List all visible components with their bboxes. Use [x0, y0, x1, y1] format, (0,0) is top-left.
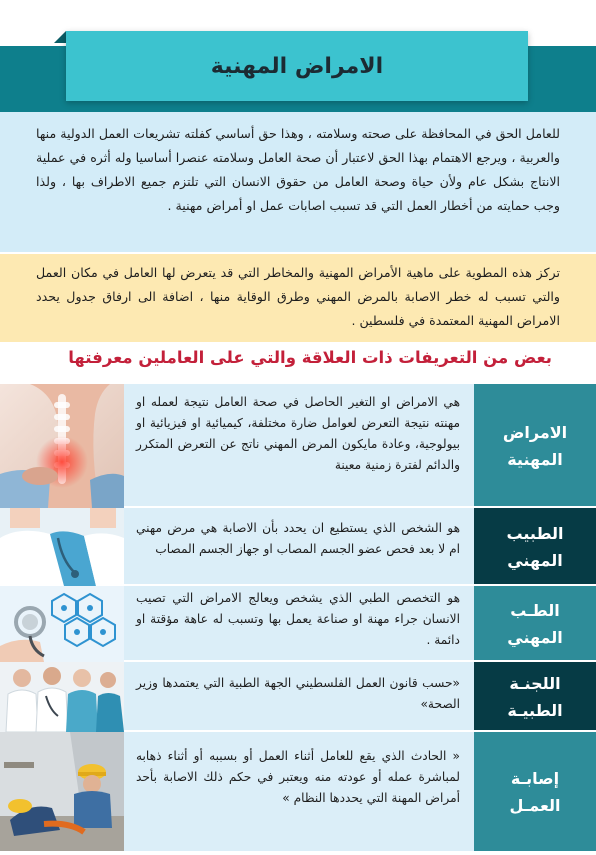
- definition-row-work-injury: [0, 732, 596, 851]
- definition-description-cell: [124, 384, 474, 508]
- page-title: الامراض المهنية: [210, 53, 384, 79]
- medical-team-photo: [0, 662, 124, 732]
- title-box: [66, 31, 528, 101]
- definitions-heading: بعض من التعريفات ذات العلاقة والتي على العاملين معرفتها: [68, 348, 552, 367]
- definition-term-cell: [474, 384, 596, 508]
- definition-description: هي الامراض او التغير الحاصل في صحة العامل نتيجة لعمله او مهنته نتيجة التعرض لعوامل ضارة مختلفة، كيميائية او فيزيائية او بيولوجية، وعادة مايكون المرض المهني ناتج عن التعرض المتكرر والدائم لفترة زمنية معينة: [136, 395, 460, 472]
- definition-description-cell: [124, 586, 474, 662]
- definition-row-medical-committee: [0, 662, 596, 732]
- title-ribbon-fold: [54, 31, 66, 43]
- definition-row-occupational-diseases: [0, 384, 596, 508]
- definition-term: الطبيب المهني: [506, 524, 564, 570]
- focus-text: تركز هذه المطوية على ماهية الأمراض المهنية والمخاطر التي قد يتعرض لها العامل في مكان العمل والتي تسبب له خطر الاصابة بالمرض المهني وطرق الوقاية منها ، اضافة الى ارفاق جدول يحدد الامراض المهنية المعتمدة في فلسطين .: [36, 265, 560, 328]
- focus-section: [0, 254, 596, 342]
- definition-description: « الحادث الذي يقع للعامل أثناء العمل أو بسببه أو أثناء ذهابه لمباشرة عمله أو عودته منه ويعتبر في حكم ذلك الاصابة بأحد أمراض المهنة التي يحددها النظام »: [136, 749, 460, 805]
- definition-term: الطـب المهني: [507, 601, 563, 647]
- worker-injury-photo: [0, 732, 124, 851]
- definition-row-occupational-doctor: [0, 508, 596, 586]
- intro-section: [0, 112, 596, 252]
- definition-description-cell: [124, 732, 474, 851]
- definition-term-cell: [474, 662, 596, 732]
- intro-text: للعامل الحق في المحافظة على صحته وسلامته ، وهذا حق أساسي كفلته تشريعات العمل الدولية منها والعربية ، ويرجع الاهتمام بهذا الحق لاعتبار أن صحة العامل وسلامته عنصرا أساسيا وله أثره في عملية الانتاج بشكل عام ولأن حياة وصحة العامل من حقوق الانسان التي تلتزم جميع الاطراف بها ، ولذا وجب حمايته من أخطار العمل التي قد تسبب اصابات عمل او أمراض مهنية .: [36, 126, 560, 213]
- definition-row-occupational-medicine: [0, 586, 596, 662]
- definition-description-cell: [124, 662, 474, 732]
- definition-description-cell: [124, 508, 474, 586]
- definition-term: إصابـة العمـل: [509, 768, 561, 815]
- definition-term-cell: [474, 508, 596, 586]
- definition-term-cell: [474, 732, 596, 851]
- back-pain-photo: [0, 384, 124, 508]
- definition-description: هو التخصص الطبي الذي يشخص ويعالج الامراض التي تصيب الانسان جراء مهنة او صناعة يعمل بها وتسبب له عاهة مؤقتة او دائمة .: [136, 591, 460, 647]
- definition-term: الامراض المهنية: [502, 423, 568, 469]
- definition-description: هو الشخص الذي يستطيع ان يحدد بأن الاصابة هي مرض مهني ام لا بعد فحص عضو الجسم المصاب او جهاز الجسم المصاب: [136, 521, 460, 556]
- definition-term-cell: [474, 586, 596, 662]
- stethoscope-icons-photo: [0, 586, 124, 662]
- definition-term: اللجنـة الطبيـة: [507, 674, 563, 720]
- definition-description: «حسب قانون العمل الفلسطيني الجهة الطبية التي يعتمدها وزير الصحة»: [136, 676, 460, 711]
- doctor-photo: [0, 508, 124, 586]
